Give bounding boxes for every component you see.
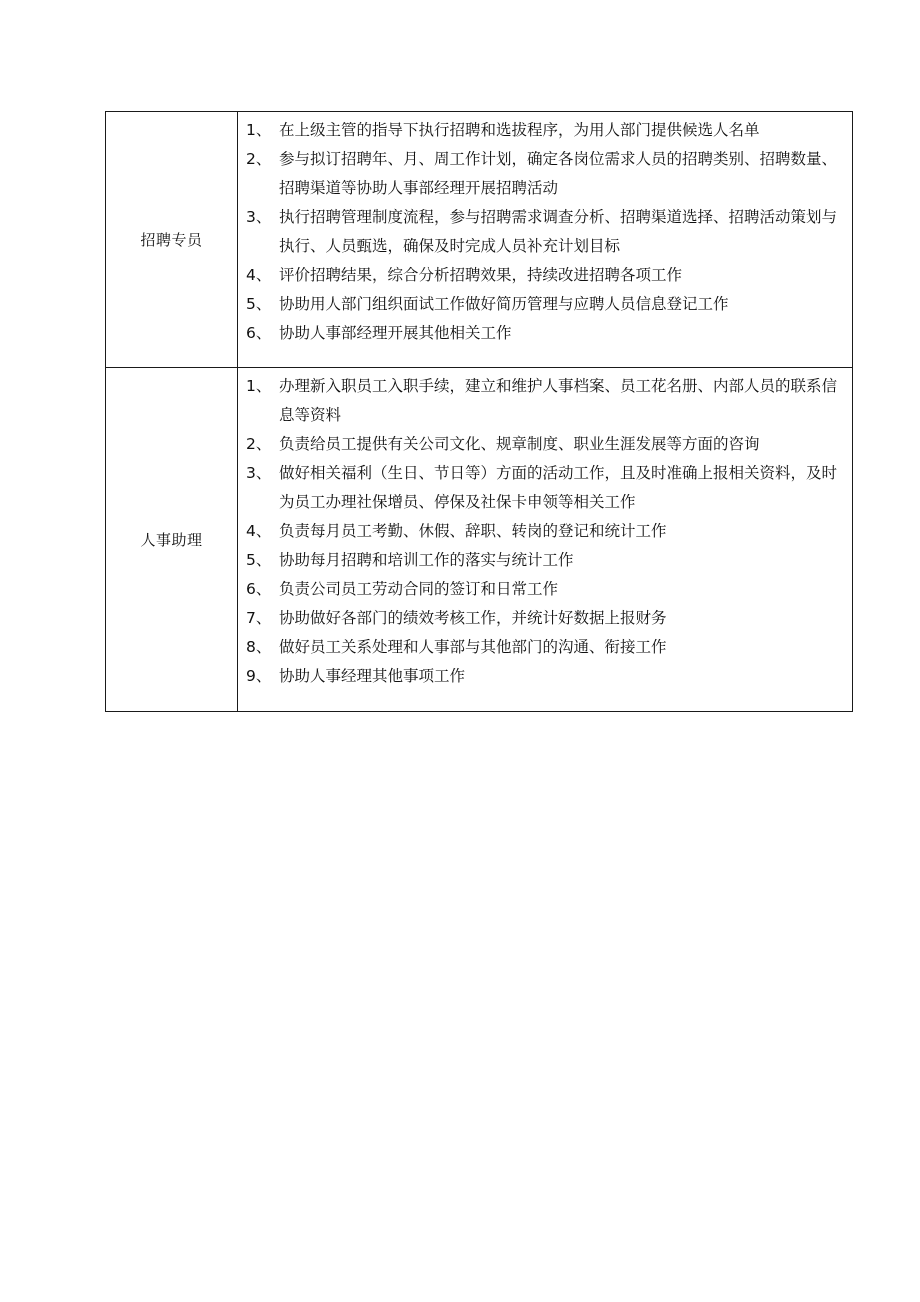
list-item	[246, 546, 846, 575]
item-number: 3、	[246, 208, 272, 226]
item-text: 做好相关福利（生日、节日等）方面的活动工作，且及时准确上报相关资料，及时为员工办理社保增员、停保及社保卡申领等相关工作	[279, 464, 838, 511]
item-number: 3、	[246, 464, 272, 482]
item-text: 负责给员工提供有关公司文化、规章制度、职业生涯发展等方面的咨询	[279, 435, 760, 453]
table-row	[106, 112, 853, 368]
role-name: 招聘专员	[106, 112, 238, 368]
item-text: 评价招聘结果，综合分析招聘效果，持续改进招聘各项工作	[279, 266, 683, 284]
item-number: 2、	[246, 435, 272, 453]
list-item	[246, 203, 846, 261]
list-item	[246, 290, 846, 319]
item-text: 协助人事经理其他事项工作	[279, 667, 466, 685]
list-item	[246, 662, 846, 691]
list-item	[246, 261, 846, 290]
role-name: 人事助理	[106, 368, 238, 712]
item-text: 负责公司员工劳动合同的签订和日常工作	[279, 580, 559, 598]
item-number: 1、	[246, 121, 272, 139]
item-text: 参与拟订招聘年、月、周工作计划，确定各岗位需求人员的招聘类别、招聘数量、招聘渠道等协助人事部经理开展招聘活动	[279, 150, 838, 197]
item-number: 4、	[246, 522, 272, 540]
job-duties-table	[105, 111, 853, 712]
list-item	[246, 604, 846, 633]
item-number: 7、	[246, 609, 272, 627]
list-item	[246, 430, 846, 459]
item-text: 在上级主管的指导下执行招聘和选拔程序，为用人部门提供候选人名单	[279, 121, 760, 139]
item-number: 9、	[246, 667, 272, 685]
list-item	[246, 372, 846, 430]
item-number: 5、	[246, 551, 272, 569]
item-number: 6、	[246, 324, 272, 342]
list-item	[246, 145, 846, 203]
duties-cell	[238, 368, 853, 712]
list-item	[246, 459, 846, 517]
list-item	[246, 319, 846, 348]
item-text: 协助做好各部门的绩效考核工作，并统计好数据上报财务	[279, 609, 667, 627]
list-item	[246, 517, 846, 546]
item-text: 执行招聘管理制度流程，参与招聘需求调查分析、招聘渠道选择、招聘活动策划与执行、人员甄选，确保及时完成人员补充计划目标	[279, 208, 838, 255]
item-text: 做好员工关系处理和人事部与其他部门的沟通、衔接工作	[279, 638, 667, 656]
item-number: 1、	[246, 377, 272, 395]
item-number: 5、	[246, 295, 272, 313]
item-number: 6、	[246, 580, 272, 598]
duties-cell	[238, 112, 853, 368]
item-number: 2、	[246, 150, 272, 168]
list-item	[246, 116, 846, 145]
item-text: 办理新入职员工入职手续，建立和维护人事档案、员工花名册、内部人员的联系信息等资料	[279, 377, 838, 424]
table-row	[106, 368, 853, 712]
item-number: 4、	[246, 266, 272, 284]
item-text: 协助人事部经理开展其他相关工作	[279, 324, 512, 342]
item-text: 协助每月招聘和培训工作的落实与统计工作	[279, 551, 574, 569]
item-text: 负责每月员工考勤、休假、辞职、转岗的登记和统计工作	[279, 522, 667, 540]
list-item	[246, 633, 846, 662]
duty-list	[246, 116, 846, 348]
item-number: 8、	[246, 638, 272, 656]
duty-list	[246, 372, 846, 691]
item-text: 协助用人部门组织面试工作做好简历管理与应聘人员信息登记工作	[279, 295, 729, 313]
list-item	[246, 575, 846, 604]
